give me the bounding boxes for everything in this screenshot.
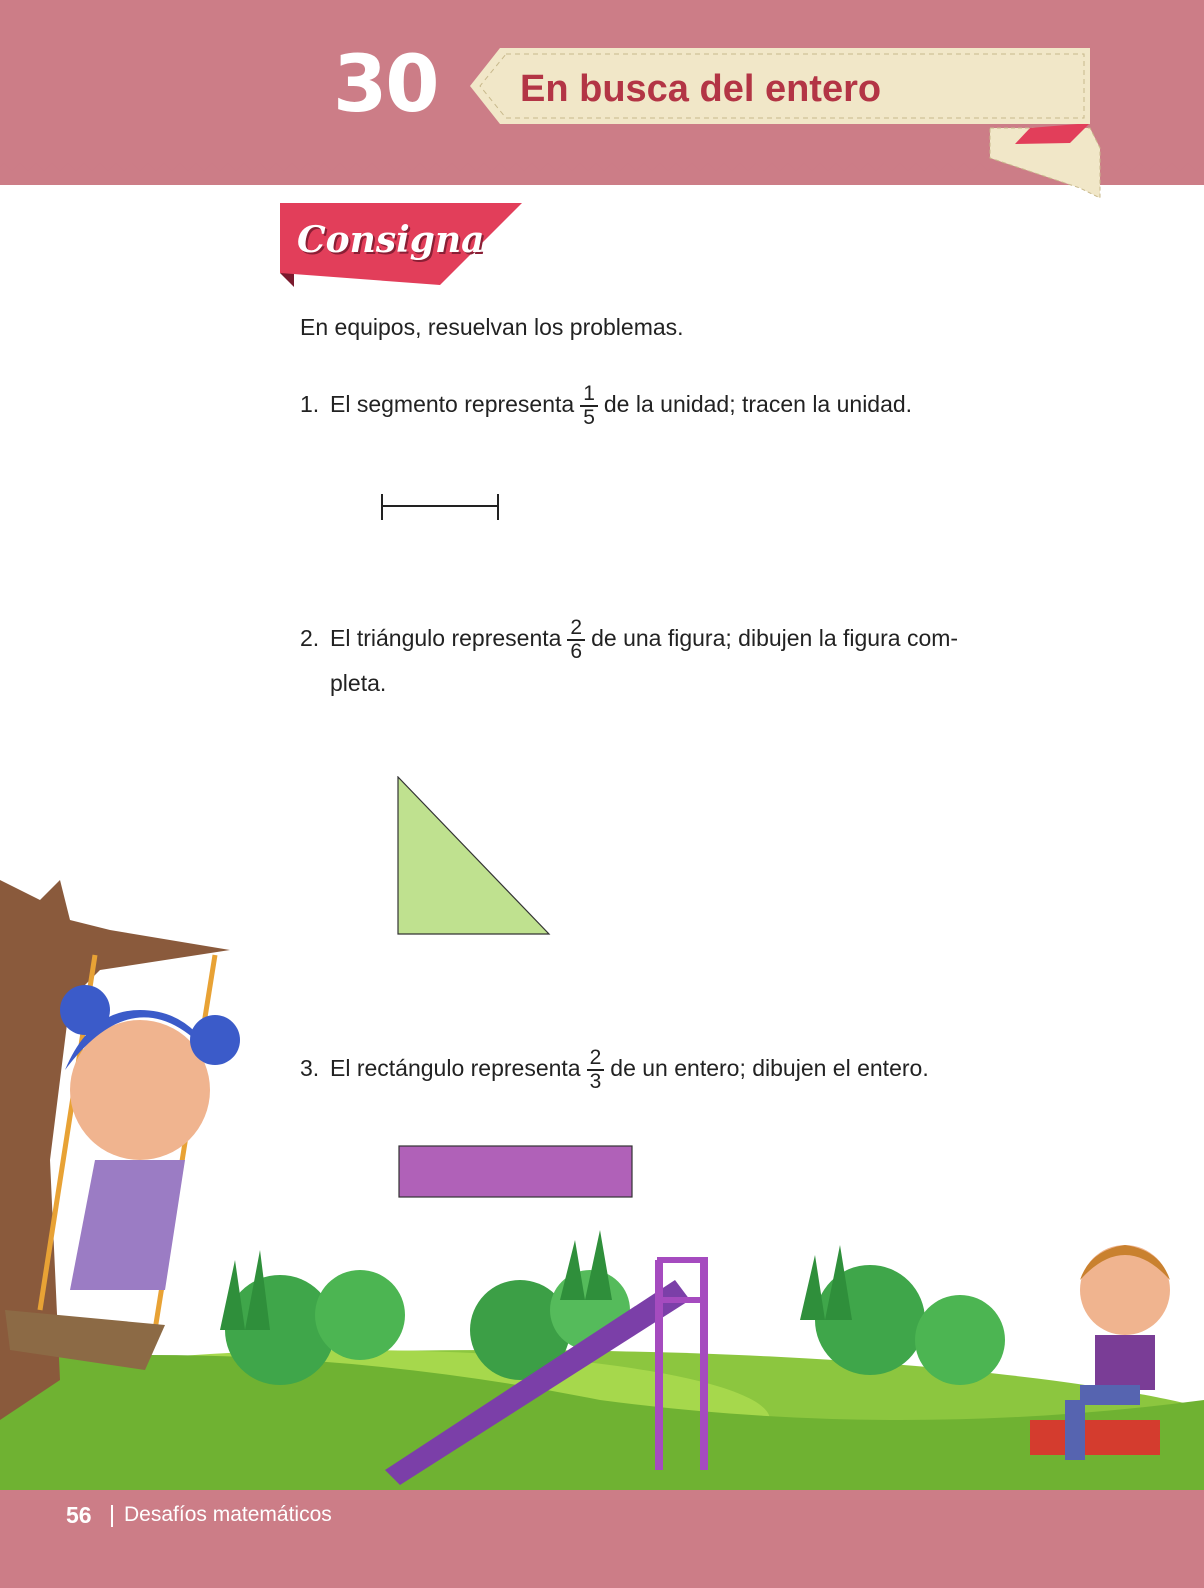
fraction-numerator: 2 — [587, 1047, 605, 1071]
problem-text-continued: pleta. — [330, 670, 387, 696]
problem-1 — [300, 383, 912, 429]
problem-text-end: de una figura; dibujen la figura com- — [591, 625, 959, 652]
problem-number: 2. — [300, 625, 320, 652]
purple-rectangle — [398, 1145, 634, 1199]
intro-text: En equipos, resuelvan los problemas. — [300, 314, 684, 340]
fraction-numerator: 1 — [580, 383, 598, 407]
page-number: 56 — [66, 1502, 92, 1528]
unit-segment — [380, 492, 502, 522]
problem-number: 1. — [300, 391, 320, 418]
fraction-numerator: 2 — [567, 617, 585, 641]
footer-separator — [111, 1505, 113, 1527]
lesson-number: 30 — [333, 40, 438, 130]
problem-text: El segmento representa — [330, 391, 575, 418]
book-title: Desafíos matemáticos — [124, 1503, 332, 1526]
problem-2 — [300, 617, 1100, 703]
fraction — [580, 383, 598, 429]
problem-number: 3. — [300, 1055, 320, 1082]
fraction-denominator: 6 — [570, 640, 583, 663]
page-title: En busca del entero — [520, 68, 882, 110]
fraction-denominator: 5 — [583, 406, 595, 429]
consigna-label: Consigna — [297, 219, 485, 261]
problem-text-end: de un entero; dibujen el entero. — [610, 1055, 929, 1082]
fraction — [567, 617, 585, 663]
problem-3 — [300, 1047, 929, 1093]
fraction-denominator: 3 — [589, 1070, 602, 1093]
fraction — [587, 1047, 605, 1093]
problem-text: El triángulo representa — [330, 625, 562, 652]
problem-text-end: de la unidad; tracen la unidad. — [603, 391, 913, 418]
problem-text: El rectángulo representa — [330, 1055, 581, 1082]
